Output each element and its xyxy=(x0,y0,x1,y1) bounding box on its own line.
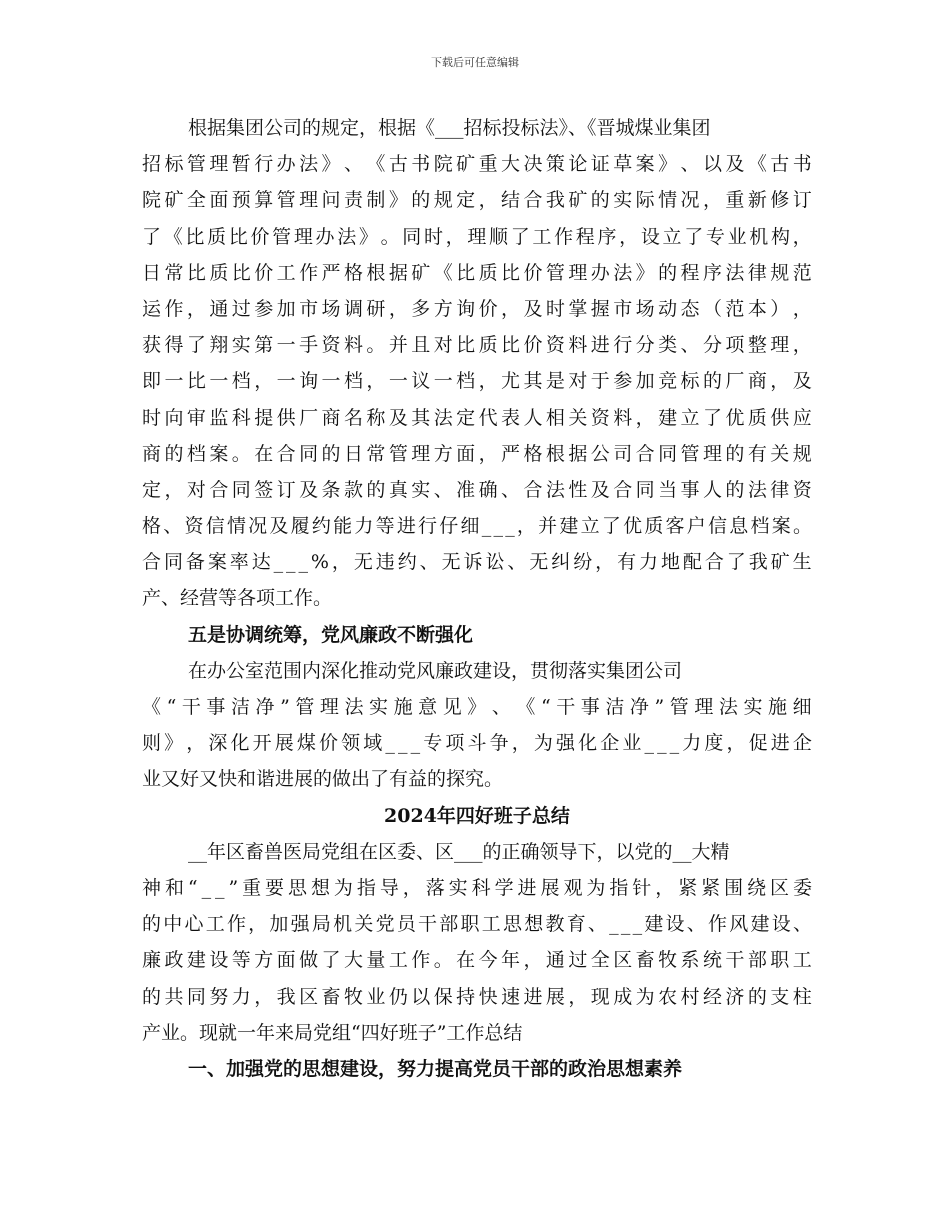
paragraph-line: 日 常 比 质 比 价 工 作 严 格 根 据 矿 《 比 质 比 价 管 理 办 法 》 的 程 序 法 律 规 范 xyxy=(142,261,812,284)
paragraph-line: 廉 政 建 设 等 方 面 做 了 大 量 工 作 。 在 今 年 ， 通 过 全 区 畜 牧 系 统 干 部 职 工 xyxy=(142,949,812,972)
paragraph-line: 时 向 审 监 科 提 供 厂 商 名 称 及 其 法 定 代 表 人 相 关 资 料 ， 建 立 了 优 质 供 应 xyxy=(142,406,812,429)
paragraph-last-line: 产业。现就一年来局党组“四好班子”工作总结 xyxy=(142,1021,523,1044)
paragraph-line: 神 和 “ _ _ ” 重 要 思 想 为 指 导 ， 落 实 科 学 进 展 观 为 指 针 ， 紧 紧 围 绕 区 委 xyxy=(142,876,812,899)
paragraph-line: 合 同 备 案 率 达 _ _ _ % ， 无 违 约 、 无 诉 讼 、 无 纠 纷 ， 有 力 地 配 合 了 我 矿 生 xyxy=(142,551,812,574)
paragraph-line: 则 》 ， 深 化 开 展 煤 价 领 域 _ _ _ 专 项 斗 争 ， 为 强 化 企 业 _ _ _ 力 度 ， 促 进 企 xyxy=(142,732,812,755)
paragraph-first-line: 在办公室范围内深化推动党风廉政建设，贯彻落实集团公司 xyxy=(188,659,683,682)
page-header-note: 下载后可任意编辑 xyxy=(431,56,519,69)
paragraph-line: 商 的 档 案 。 在 合 同 的 日 常 管 理 方 面 ， 严 格 根 据 公 司 合 同 管 理 的 有 关 规 xyxy=(142,442,812,465)
paragraph-line: 《 “ 干 事 洁 净 ” 管 理 法 实 施 意 见 》 、 《 “ 干 事 洁 净 ” 管 理 法 实 施 细 xyxy=(142,696,812,718)
paragraph-line: 即 一 比 一 档 ， 一 询 一 档 ， 一 议 一 档 ， 尤 其 是 对 于 参 加 竞 标 的 厂 商 ， 及 xyxy=(142,370,812,393)
paragraph-line: 的 中 心 工 作 ， 加 强 局 机 关 党 员 干 部 职 工 思 想 教 育 、 _ _ _ 建 设 、 作 风 建 设 、 xyxy=(142,913,812,936)
paragraph-last-line: 业又好又快和谐进展的做出了有益的探究。 xyxy=(142,768,504,791)
section-heading: 五是协调统筹，党风廉政不断强化 xyxy=(188,623,474,646)
paragraph-line: 的 共 同 努 力 ， 我 区 畜 牧 业 仍 以 保 持 快 速 进 展 ， 现 成 为 农 村 经 济 的 支 柱 xyxy=(142,985,812,1008)
paragraph-line: 运 作 ， 通 过 参 加 市 场 调 研 ， 多 方 询 价 ， 及 时 掌 握 市 场 动 态 （ 范 本 ） ， xyxy=(142,297,812,320)
paragraph-line: 院 矿 全 面 预 算 管 理 问 责 制 》 的 规 定 ， 结 合 我 矿 的 实 际 情 况 ， 重 新 修 订 xyxy=(142,189,812,212)
paragraph-line: 格 、 资 信 情 况 及 履 约 能 力 等 进 行 仔 细 _ _ _ ， 并 建 立 了 优 质 客 户 信 息 档 案 。 xyxy=(142,515,812,538)
document-title: 2024年四好班子总结 xyxy=(384,804,570,827)
paragraph-first-line: __年区畜兽医局党组在区委、区___的正确领导下，以党的__大精 xyxy=(188,840,730,863)
paragraph-line: 定 ， 对 合 同 签 订 及 条 款 的 真 实 、 准 确 、 合 法 性 及 合 同 当 事 人 的 法 律 资 xyxy=(142,478,812,501)
section-heading: 一、加强党的思想建设，努力提高党员干部的政治思想素养 xyxy=(188,1057,683,1080)
paragraph-line: 招 标 管 理 暂 行 办 法 》 、 《 古 书 院 矿 重 大 决 策 论 证 草 案 》 、 以 及 《 古 书 xyxy=(142,153,812,176)
paragraph-first-line: 根据集团公司的规定，根据《___招标投标法》、《晋城煤业集团 xyxy=(188,117,711,139)
document-body xyxy=(142,110,812,1087)
paragraph-line: 了 《 比 质 比 价 管 理 办 法 》 。 同 时 ， 理 顺 了 工 作 程 序 ， 设 立 了 专 业 机 构 ， xyxy=(142,225,812,248)
paragraph-line: 获 得 了 翔 实 第 一 手 资 料 。 并 且 对 比 质 比 价 资 料 进 行 分 类 、 分 项 整 理 ， xyxy=(142,334,812,357)
paragraph-last-line: 产、经营等各项工作。 xyxy=(142,587,333,610)
